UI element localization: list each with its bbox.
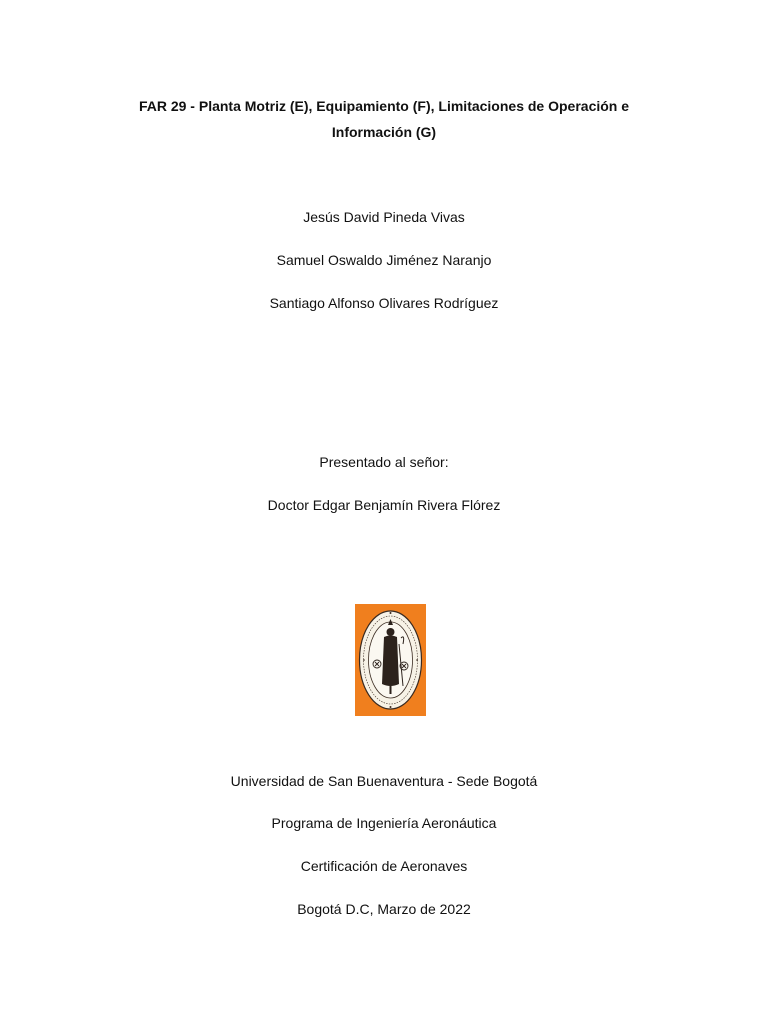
author-name: Santiago Alfonso Olivares Rodríguez bbox=[269, 295, 499, 311]
program-name: Programa de Ingeniería Aeronáutica bbox=[271, 815, 497, 831]
university-seal-icon bbox=[355, 604, 426, 716]
place-date: Bogotá D.C, Marzo de 2022 bbox=[297, 901, 471, 917]
document-title-line-2: Información (G) bbox=[331, 124, 437, 140]
course-name: Certificación de Aeronaves bbox=[300, 858, 468, 874]
document-title-line-1: FAR 29 - Planta Motriz (E), Equipamiento (F), Limitaciones de Operación e bbox=[138, 98, 630, 114]
institution-name: Universidad de San Buenaventura - Sede Bogotá bbox=[230, 773, 538, 789]
presented-to-label: Presentado al señor: bbox=[319, 454, 449, 470]
presented-to-name: Doctor Edgar Benjamín Rivera Flórez bbox=[267, 497, 501, 513]
author-name: Jesús David Pineda Vivas bbox=[303, 209, 465, 225]
author-name: Samuel Oswaldo Jiménez Naranjo bbox=[276, 252, 492, 268]
